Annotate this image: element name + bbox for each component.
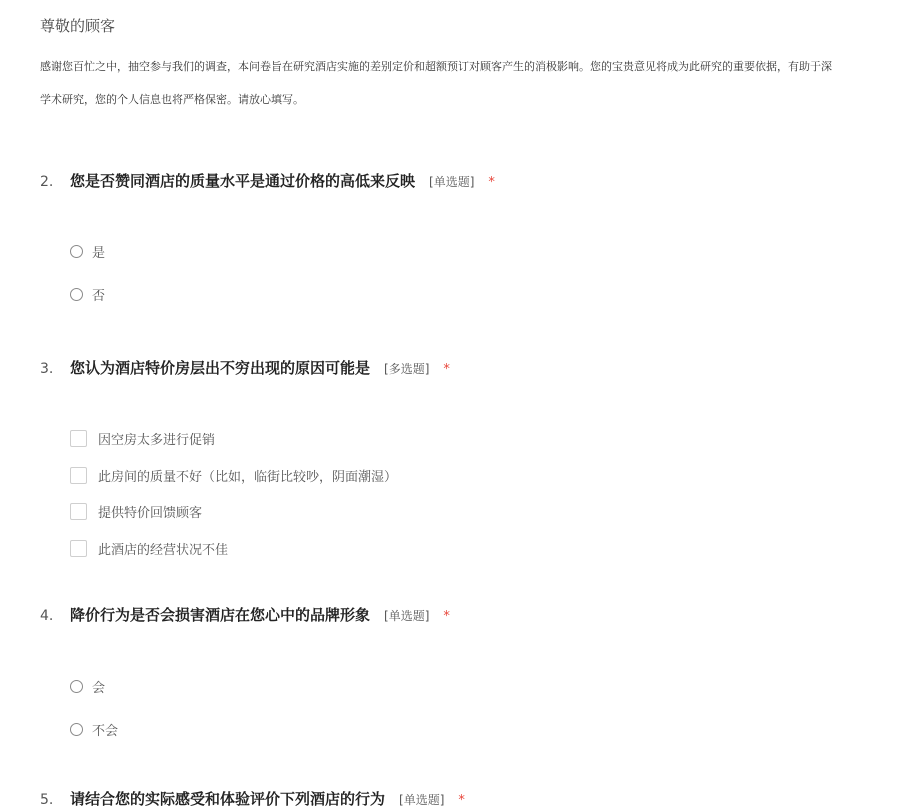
question-title: 您是否赞同酒店的质量水平是通过价格的高低来反映 (70, 172, 416, 190)
question-type-tag: [单选题] (399, 793, 445, 807)
option-label: 会 (92, 681, 106, 696)
radio-option-will[interactable] (70, 677, 105, 696)
radio-button[interactable] (70, 245, 83, 258)
intro-text-line1: 感谢您百忙之中，抽空参与我们的调查，本问卷旨在研究酒店实施的差别定价和超额预订对顾客产生的消极影响。您的宝贵意见将成为此研究的重要依据，有助于深 (40, 60, 832, 73)
question-4-header (40, 604, 450, 625)
option-label: 否 (92, 289, 106, 304)
radio-option-no[interactable] (70, 285, 105, 304)
radio-button[interactable] (70, 288, 83, 301)
checkbox[interactable] (70, 430, 87, 447)
question-type-tag: [单选题] (384, 609, 430, 623)
radio-option-yes[interactable] (70, 242, 105, 261)
question-title: 降价行为是否会损害酒店在您心中的品牌形象 (70, 606, 371, 624)
option-label: 此房间的质量不好（比如，临街比较吵，阴面潮湿） (98, 470, 398, 485)
checkbox-option-poor-quality[interactable] (70, 466, 397, 485)
checkbox-option-reward[interactable] (70, 502, 202, 521)
intro-text-line2: 学术研究，您的个人信息也将严格保密。请放心填写。 (40, 93, 304, 106)
checkbox[interactable] (70, 540, 87, 557)
question-number: 5. (40, 792, 54, 808)
required-marker: * (443, 609, 450, 624)
question-title: 请结合您的实际感受和体验评价下列酒店的行为 (70, 790, 386, 808)
question-3-header (40, 357, 450, 378)
checkbox[interactable] (70, 503, 87, 520)
option-label: 因空房太多进行促销 (98, 433, 216, 448)
required-marker: * (458, 793, 465, 808)
question-title: 您认为酒店特价房层出不穷出现的原因可能是 (70, 359, 371, 377)
checkbox-option-bad-operation[interactable] (70, 539, 228, 558)
question-type-tag: [单选题] (429, 175, 475, 189)
question-2-header (40, 170, 495, 191)
greeting-heading: 尊敬的顾客 (40, 17, 116, 35)
checkbox-option-promotion[interactable] (70, 429, 215, 448)
option-label: 不会 (92, 724, 119, 739)
radio-button[interactable] (70, 680, 83, 693)
question-type-tag: [多选题] (384, 362, 430, 376)
question-5-header (40, 788, 465, 809)
required-marker: * (488, 175, 495, 190)
required-marker: * (443, 362, 450, 377)
option-label: 是 (92, 246, 106, 261)
option-label: 此酒店的经营状况不佳 (98, 543, 229, 558)
radio-option-will-not[interactable] (70, 720, 118, 739)
question-number: 2. (40, 174, 54, 190)
question-number: 3. (40, 361, 54, 377)
checkbox[interactable] (70, 467, 87, 484)
radio-button[interactable] (70, 723, 83, 736)
question-number: 4. (40, 608, 54, 624)
option-label: 提供特价回馈顾客 (98, 506, 203, 521)
